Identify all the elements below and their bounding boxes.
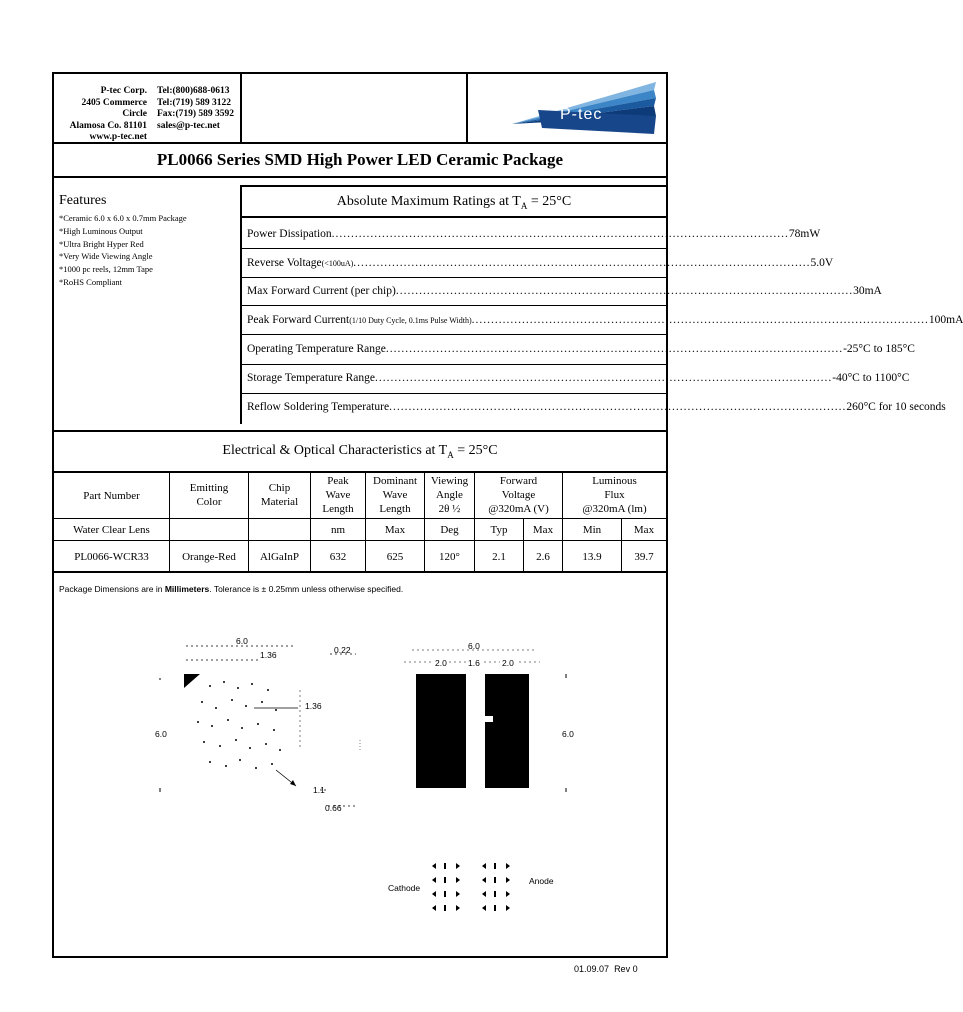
anode-pad [485,674,529,788]
rating-rule [242,393,666,394]
leader-dots: ...................................................................................................................... [471,314,929,326]
company-email: sales@p-tec.net [157,120,220,131]
dim-left-inner: 1.36 [260,650,277,660]
electrical-table-top [52,471,668,473]
footer-rev: Rev 0 [614,964,638,974]
rating-row-power [247,228,821,240]
ratings-heading-post: = 25°C [527,194,572,209]
header-line: @320mA (V) [488,503,549,515]
header-part-number: Part Number [83,490,140,502]
company-address1: 2405 Commerce Circle [81,97,147,119]
logo-text: P-tec [560,106,603,123]
electrical-heading-sub: A [447,449,454,460]
subheader-flux-min: Min [582,524,602,536]
rating-value: -40°C to 1100°C [832,372,910,384]
header-line: 2θ ½ [438,503,461,515]
electrical-heading-post: = 25°C [453,443,498,458]
dim-right-seg1: 2.0 [435,658,447,668]
row-flux-max: 39.7 [634,551,654,563]
cathode-label: Cathode [388,883,421,893]
rating-rule [242,364,666,365]
leader-dots: ...................................................................................................................... [389,401,847,413]
header-line: Flux [604,489,625,501]
electrical-top-rule [52,430,668,432]
company-tel: Tel:(800)688-0613 [157,86,230,96]
feature-item: *Ceramic 6.0 x 6.0 x 0.7mm Package [59,213,187,223]
subheader-vf-max: Max [532,524,554,536]
rating-note: (1/10 Duty Cycle, 0.1ms Pulse Width) [349,316,472,325]
rating-label: Max Forward Current (per chip) [247,285,396,297]
rating-label: Reflow Soldering Temperature [247,401,390,413]
dim-right-seg2: 1.6 [468,658,480,668]
subheader-vf-typ: Typ [490,524,508,536]
header-peak-wave [311,474,365,516]
header-line: Angle [436,489,463,501]
leader-dots: ...................................................................................................................... [353,257,811,269]
package-bottom-view-drawing [400,640,580,800]
subheader-angle: Deg [440,524,459,536]
rating-value: 30mA [853,285,882,297]
header-line: Peak [327,475,349,487]
dim-left-gap: 0.22 [334,645,351,655]
rating-value: 5.0V [810,257,834,269]
row-vf-max: 2.6 [536,551,550,563]
dim-right-height: 6.0 [562,729,574,739]
page-title: PL0066 Series SMD High Power LED Ceramic Package [156,150,564,169]
dim-left-height: 6.0 [155,729,167,739]
rating-value: 260°C for 10 seconds [846,401,946,413]
company-info-right [157,86,237,132]
header-viewing-angle [425,474,474,516]
footer-date: 01.09.07 [574,964,610,974]
subheader-peak: nm [330,524,346,536]
header-divider-2 [466,72,468,142]
header-divider-1 [240,72,242,142]
header-forward-voltage [475,474,562,516]
feature-item: *1000 pc reels, 12mm Tape [59,264,153,275]
company-tel2: Tel:(719) 589 3122 [157,97,232,108]
ratings-right-border [666,185,668,424]
leader-dots: ...................................................................................................................... [331,228,789,240]
header-emitting-color [170,481,248,509]
rating-row-reflow [247,401,946,413]
header-line: Wave [325,489,351,501]
dim-left-r1: 1.36 [305,701,322,711]
rating-row-reverse-voltage [247,257,834,269]
rating-row-operating-temp [247,343,915,355]
leader-dots: ...................................................................................................................... [395,285,854,297]
rating-rule [242,334,666,335]
rating-rule [242,277,666,278]
company-web: www.p-tec.net [89,132,147,142]
row-vf-typ: 2.1 [492,551,506,563]
dim-left-bottom: 0.66 [325,803,342,813]
dim-right-seg3: 2.0 [502,658,514,668]
rating-value: 78mW [788,228,821,240]
header-luminous-flux [563,474,666,516]
header-line: Length [379,503,411,515]
rating-value: 100mA [928,314,963,326]
company-address2: Alamosa Co. 81101 [69,120,147,131]
ratings-heading-pre: Absolute Maximum Ratings at T [336,194,521,209]
header-line: Length [322,503,354,515]
leader-dots: ...................................................................................................................... [375,372,833,384]
subheader-flux-max: Max [633,524,655,536]
rating-row-peak-forward-current [247,314,963,326]
header-line: Viewing [430,475,469,487]
header-line: @320mA (lm) [582,503,647,515]
rating-label: Peak Forward Current [247,314,350,326]
electrical-heading [52,443,668,460]
company-name: P-tec Corp. [100,86,147,96]
feature-item: *Ultra Bright Hyper Red [59,238,144,249]
features-heading: Features [59,193,107,208]
features-list [59,212,239,289]
header-line: Emitting [189,482,229,494]
rating-label: Storage Temperature Range [247,372,375,384]
rating-rule [242,305,666,306]
header-line: Dominant [373,475,417,487]
dim-left-width: 6.0 [236,636,248,646]
rating-row-max-forward-current [247,285,882,297]
pinout-diagram [428,858,518,914]
header-line: Forward [499,475,538,487]
rating-row-storage-temp [247,372,910,384]
rating-label: Reverse Voltage [247,257,322,269]
ratings-heading-rule [240,216,668,218]
header-line: Wave [382,489,408,501]
company-fax: Fax:(719) 589 3592 [157,109,235,119]
header-line: Voltage [501,489,536,501]
dim-right-width: 6.0 [468,641,480,651]
row-flux-min: 13.9 [582,551,602,563]
subheader-lens: Water Clear Lens [73,524,150,536]
ratings-top-rule [240,185,668,187]
table-bottom-rule [52,571,668,573]
ratings-heading-sub: A [520,200,528,211]
header-line: Material [260,496,299,508]
table-subheader-rule [52,540,668,541]
feature-item: *Very Wide Viewing Angle [59,251,153,262]
anode-label: Anode [529,876,554,886]
row-angle: 120° [439,551,460,563]
ratings-heading [240,194,668,211]
dimension-note [59,584,403,594]
leader-dots: ...................................................................................................................... [385,343,844,355]
company-info-left [55,86,147,144]
row-dominant: 625 [386,551,404,563]
row-color: Orange-Red [182,551,236,563]
header-line: Color [196,496,222,508]
row-part: PL0066-WCR33 [74,551,149,563]
feature-item: *High Luminous Output [59,225,143,236]
table-header-rule [52,518,668,519]
rating-note: (<100uA) [321,259,354,268]
rating-rule [242,248,666,249]
row-material: AlGaInP [259,551,300,563]
note-post: . Tolerance is ± 0.25mm unless otherwise specified. [209,584,404,594]
header-line: Chip [268,482,291,494]
electrical-heading-pre: Electrical & Optical Characteristics at T [222,443,448,458]
rating-value: -25°C to 185°C [843,343,915,355]
cathode-pad [416,674,466,788]
header-line: Luminous [592,475,637,487]
rating-label: Operating Temperature Range [247,343,386,355]
title-bottom-rule [52,176,668,178]
footer [574,964,638,974]
note-pre: Package Dimensions are in [59,584,165,594]
note-bold: Millimeters [164,584,210,594]
dim-left-r2: 1.1 [313,785,325,795]
row-peak: 632 [329,551,347,563]
subheader-dominant: Max [384,524,406,536]
header-chip-material [249,481,310,509]
header-dominant-wave [366,474,424,516]
feature-item: *RoHS Compliant [59,276,123,287]
rating-label: Power Dissipation [247,228,332,240]
ptec-logo [508,76,660,140]
